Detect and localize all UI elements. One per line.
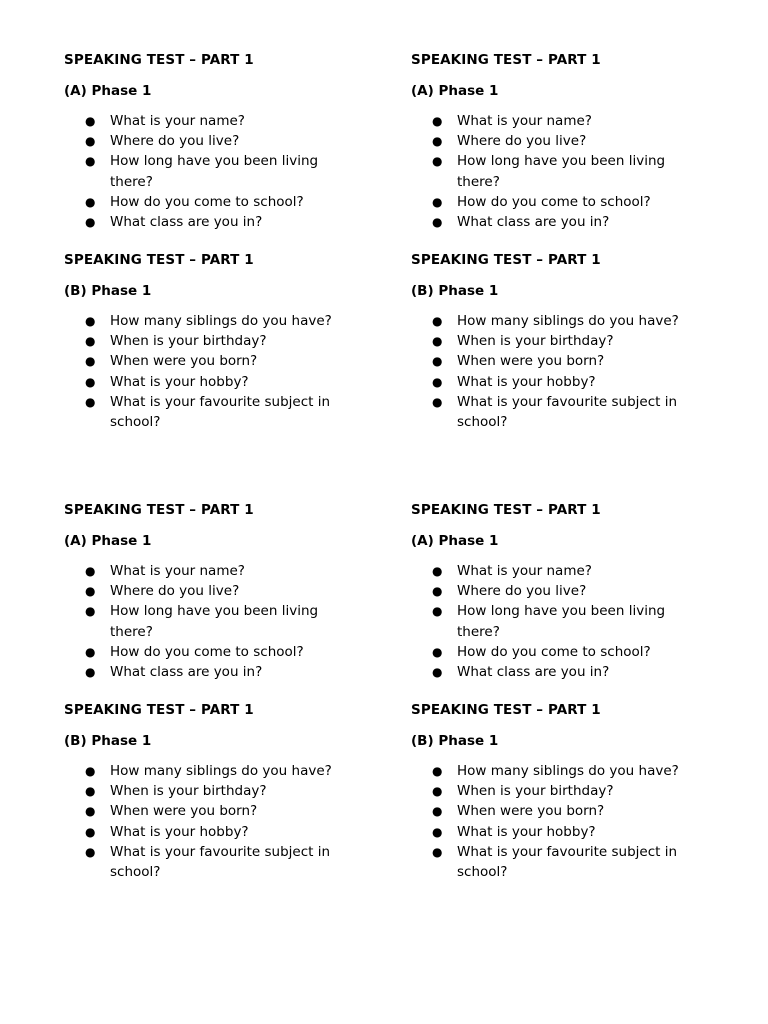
question-text: Where do you live?: [110, 133, 240, 150]
question-list: [64, 311, 404, 432]
phase-label: (B) Phase 1: [411, 733, 499, 749]
question-item: [64, 131, 355, 151]
question-text: What is your favourite subject in school?: [457, 843, 678, 881]
question-text: What is your name?: [110, 563, 245, 579]
question-text: When were you born?: [110, 353, 258, 370]
question-text: How do you come to school?: [110, 643, 304, 660]
question-item: [64, 581, 355, 601]
question-text: How long have you been living there?: [457, 603, 666, 640]
question-text: How many siblings do you have?: [457, 313, 679, 329]
question-item: [64, 822, 355, 842]
phase-label: (B) Phase 1: [64, 733, 152, 749]
question-item: [411, 822, 702, 842]
question-text: What is your favourite subject in school?: [457, 393, 678, 431]
bullet-icon: ●: [85, 354, 96, 369]
bullet-icon: ●: [432, 604, 443, 619]
bullet-icon: ●: [85, 134, 96, 149]
speaking-test-card: [64, 501, 404, 682]
question-list: [64, 111, 404, 232]
phase-label: (A) Phase 1: [64, 533, 152, 549]
bullet-icon: ●: [432, 804, 443, 819]
bullet-icon: ●: [432, 394, 443, 409]
question-item: [411, 151, 702, 191]
speaking-test-card: [64, 51, 404, 232]
question-text: What is your favourite subject in school?: [110, 843, 331, 881]
bullet-icon: ●: [85, 334, 96, 349]
phase-label: (A) Phase 1: [411, 533, 499, 549]
question-text: How long have you been living there?: [457, 153, 666, 190]
question-item: [411, 351, 702, 371]
bullet-icon: ●: [432, 784, 443, 799]
question-text: What class are you in?: [110, 664, 263, 681]
speaking-test-card: [64, 251, 404, 432]
question-text: How long have you been living there?: [110, 603, 319, 640]
question-text: When were you born?: [457, 803, 605, 820]
question-item: [64, 561, 355, 581]
question-text: What is your favourite subject in school?: [110, 393, 331, 431]
question-item: [64, 392, 355, 432]
question-text: When is your birthday?: [110, 333, 267, 350]
card-title: SPEAKING TEST – PART 1: [411, 52, 601, 68]
phase-label: (A) Phase 1: [64, 83, 152, 99]
question-text: Where do you live?: [110, 583, 240, 600]
bullet-icon: ●: [432, 665, 443, 680]
bullet-icon: ●: [85, 215, 96, 230]
question-item: [411, 372, 702, 392]
bullet-icon: ●: [85, 394, 96, 409]
bullet-icon: ●: [85, 844, 96, 859]
bullet-icon: ●: [432, 564, 443, 578]
question-text: When is your birthday?: [110, 783, 267, 800]
bullet-icon: ●: [432, 114, 443, 128]
question-text: What is your hobby?: [110, 823, 249, 840]
speaking-test-card: [64, 701, 404, 882]
question-item: [64, 601, 355, 641]
speaking-test-card: [411, 251, 751, 432]
bullet-icon: ●: [85, 804, 96, 819]
bullet-icon: ●: [85, 194, 96, 209]
bullet-icon: ●: [432, 154, 443, 169]
question-item: [64, 781, 355, 801]
bullet-icon: ●: [85, 824, 96, 839]
bullet-icon: ●: [432, 334, 443, 349]
bullet-icon: ●: [432, 194, 443, 209]
question-item: [411, 212, 702, 232]
question-item: [411, 662, 702, 682]
card-title: SPEAKING TEST – PART 1: [411, 502, 601, 518]
question-list: [411, 761, 751, 882]
question-item: [64, 151, 355, 191]
question-text: What class are you in?: [457, 664, 610, 681]
bullet-icon: ●: [432, 314, 443, 328]
question-item: [64, 842, 355, 882]
phase-label: (B) Phase 1: [411, 283, 499, 299]
card-title: SPEAKING TEST – PART 1: [64, 252, 254, 268]
bullet-icon: ●: [85, 114, 96, 128]
card-title: SPEAKING TEST – PART 1: [411, 252, 601, 268]
question-item: [411, 131, 702, 151]
question-item: [64, 111, 355, 131]
bullet-icon: ●: [85, 314, 96, 328]
question-text: What class are you in?: [110, 214, 263, 231]
question-item: [411, 111, 702, 131]
question-text: How do you come to school?: [110, 193, 304, 210]
question-text: When were you born?: [110, 803, 258, 820]
question-list: [411, 111, 751, 232]
question-item: [64, 642, 355, 662]
question-text: How do you come to school?: [457, 643, 651, 660]
question-item: [64, 801, 355, 821]
question-text: How long have you been living there?: [110, 153, 319, 190]
question-item: [411, 842, 702, 882]
question-item: [64, 212, 355, 232]
question-text: When were you born?: [457, 353, 605, 370]
question-item: [411, 801, 702, 821]
card-title: SPEAKING TEST – PART 1: [64, 502, 254, 518]
bullet-icon: ●: [432, 844, 443, 859]
bullet-icon: ●: [432, 584, 443, 599]
question-text: How do you come to school?: [457, 193, 651, 210]
question-item: [411, 331, 702, 351]
question-text: What is your name?: [457, 563, 592, 579]
question-text: What is your hobby?: [110, 373, 249, 390]
bullet-icon: ●: [85, 764, 96, 778]
bullet-icon: ●: [432, 824, 443, 839]
question-item: [411, 601, 702, 641]
question-text: When is your birthday?: [457, 333, 614, 350]
card-title: SPEAKING TEST – PART 1: [411, 702, 601, 718]
question-text: How many siblings do you have?: [110, 313, 332, 329]
question-list: [411, 561, 751, 682]
question-item: [411, 761, 702, 781]
question-list: [64, 761, 404, 882]
bullet-icon: ●: [432, 374, 443, 389]
bullet-icon: ●: [85, 604, 96, 619]
question-item: [411, 781, 702, 801]
bullet-icon: ●: [432, 134, 443, 149]
speaking-test-card: [411, 701, 751, 882]
question-item: [411, 392, 702, 432]
bullet-icon: ●: [432, 644, 443, 659]
question-item: [64, 761, 355, 781]
question-item: [411, 192, 702, 212]
bullet-icon: ●: [85, 374, 96, 389]
question-text: How many siblings do you have?: [457, 763, 679, 779]
question-item: [411, 642, 702, 662]
question-item: [411, 561, 702, 581]
question-text: When is your birthday?: [457, 783, 614, 800]
card-title: SPEAKING TEST – PART 1: [64, 702, 254, 718]
question-list: [411, 311, 751, 432]
question-item: [64, 662, 355, 682]
bullet-icon: ●: [85, 154, 96, 169]
bullet-icon: ●: [85, 584, 96, 599]
phase-label: (B) Phase 1: [64, 283, 152, 299]
bullet-icon: ●: [432, 764, 443, 778]
question-item: [64, 372, 355, 392]
question-text: What is your hobby?: [457, 373, 596, 390]
question-item: [411, 311, 702, 331]
question-item: [64, 311, 355, 331]
question-text: What is your name?: [110, 113, 245, 129]
card-title: SPEAKING TEST – PART 1: [64, 52, 254, 68]
question-item: [411, 581, 702, 601]
question-text: Where do you live?: [457, 583, 587, 600]
question-list: [64, 561, 404, 682]
question-item: [64, 351, 355, 371]
question-text: What is your name?: [457, 113, 592, 129]
question-text: Where do you live?: [457, 133, 587, 150]
bullet-icon: ●: [432, 354, 443, 369]
bullet-icon: ●: [85, 665, 96, 680]
bullet-icon: ●: [85, 784, 96, 799]
speaking-test-card: [411, 501, 751, 682]
bullet-icon: ●: [85, 644, 96, 659]
question-text: How many siblings do you have?: [110, 763, 332, 779]
bullet-icon: ●: [85, 564, 96, 578]
question-item: [64, 192, 355, 212]
bullet-icon: ●: [432, 215, 443, 230]
question-text: What is your hobby?: [457, 823, 596, 840]
speaking-test-card: [411, 51, 751, 232]
question-text: What class are you in?: [457, 214, 610, 231]
phase-label: (A) Phase 1: [411, 83, 499, 99]
question-item: [64, 331, 355, 351]
